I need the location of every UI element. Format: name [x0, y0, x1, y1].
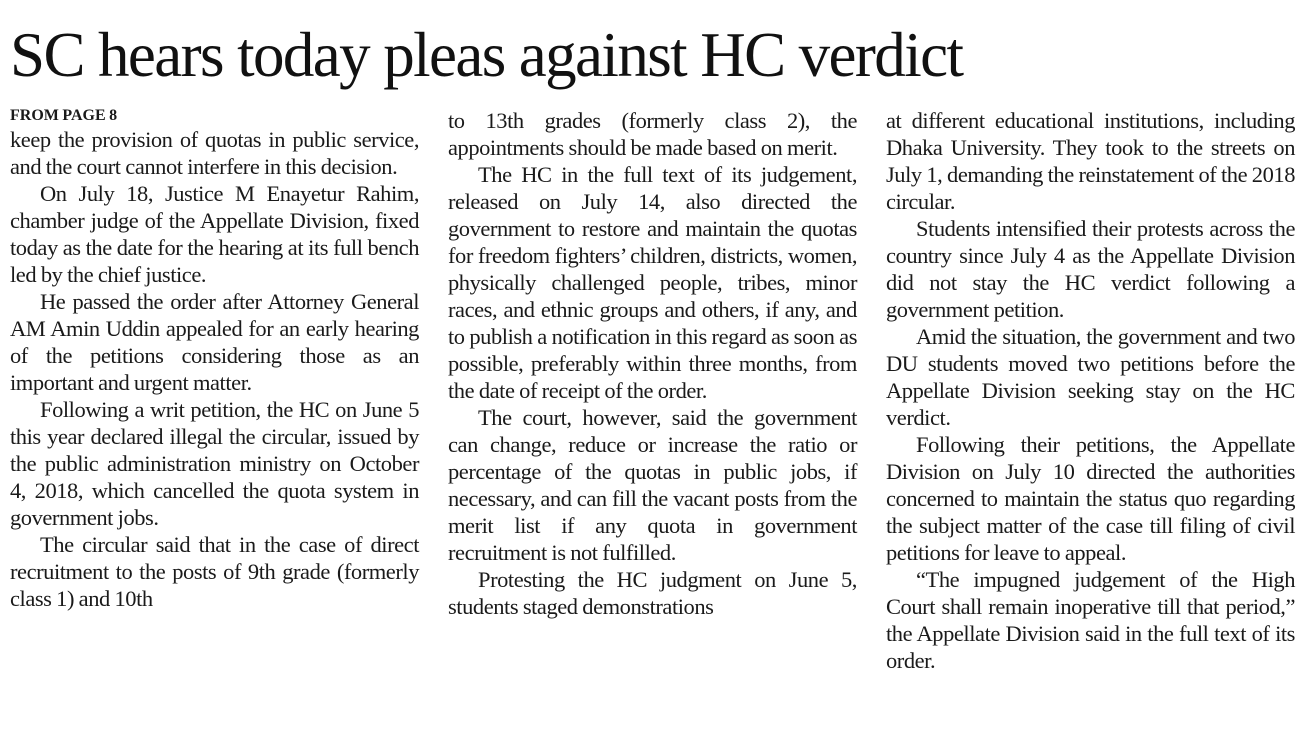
paragraph: to 13th grades (formerly class 2), the appointments should be made based on merit. [448, 108, 857, 160]
headline: SC hears today pleas against HC verdict [10, 20, 963, 90]
paragraph: The circular said that in the case of direct recruitment to the posts of 9th grade (formerly class 1) and 10th [10, 532, 419, 611]
paragraph: Amid the situation, the government and two DU students moved two petitions before the Appellate Division seeking stay on the HC verdict. [886, 324, 1295, 430]
paragraph: Protesting the HC judgment on June 5, students staged demonstrations [448, 567, 857, 619]
paragraph: On July 18, Justice M Enayetur Rahim, chamber judge of the Appellate Division, fixed today as the date for the hearing at its full bench led by the chief justice. [10, 181, 419, 287]
paragraph: keep the provision of quotas in public service, and the court cannot interfere in this decision. [10, 127, 419, 179]
paragraph: “The impugned judgement of the High Court shall remain inoperative till that period,” the Appellate Division said in the full text of its order. [886, 567, 1295, 673]
continuation-kicker: FROM PAGE 8 [10, 107, 118, 124]
paragraph: The court, however, said the government can change, reduce or increase the ratio or percentage of the quotas in public jobs, if necessary, and can fill the vacant posts from the merit list if any quota in government recruitment is not fulfilled. [448, 405, 857, 565]
article-column-2 [448, 107, 857, 620]
article-column-1 [10, 106, 419, 612]
paragraph: Following a writ petition, the HC on June 5 this year declared illegal the circular, issued by the public administration ministry on October 4, 2018, which cancelled the quota system in government jobs. [10, 397, 419, 530]
paragraph: The HC in the full text of its judgement, released on July 14, also directed the government to restore and maintain the quotas for freedom fighters’ children, districts, women, physically challenged people, tribes, minor races, and ethnic groups and others, if any, and to publish a notification in this regard as soon as possible, preferably within three months, from the date of receipt of the order. [448, 162, 857, 403]
article-column-3 [886, 107, 1295, 674]
paragraph: He passed the order after Attorney General AM Amin Uddin appealed for an early hearing of the petitions considering those as an important and urgent matter. [10, 289, 419, 395]
paragraph: Students intensified their protests across the country since July 4 as the Appellate Division did not stay the HC verdict following a government petition. [886, 216, 1295, 322]
paragraph: at different educational institutions, including Dhaka University. They took to the streets on July 1, demanding the reinstatement of the 2018 circular. [886, 108, 1296, 214]
paragraph: Following their petitions, the Appellate Division on July 10 directed the authorities concerned to maintain the status quo regarding the subject matter of the case till filing of civil petitions for leave to appeal. [886, 432, 1295, 565]
